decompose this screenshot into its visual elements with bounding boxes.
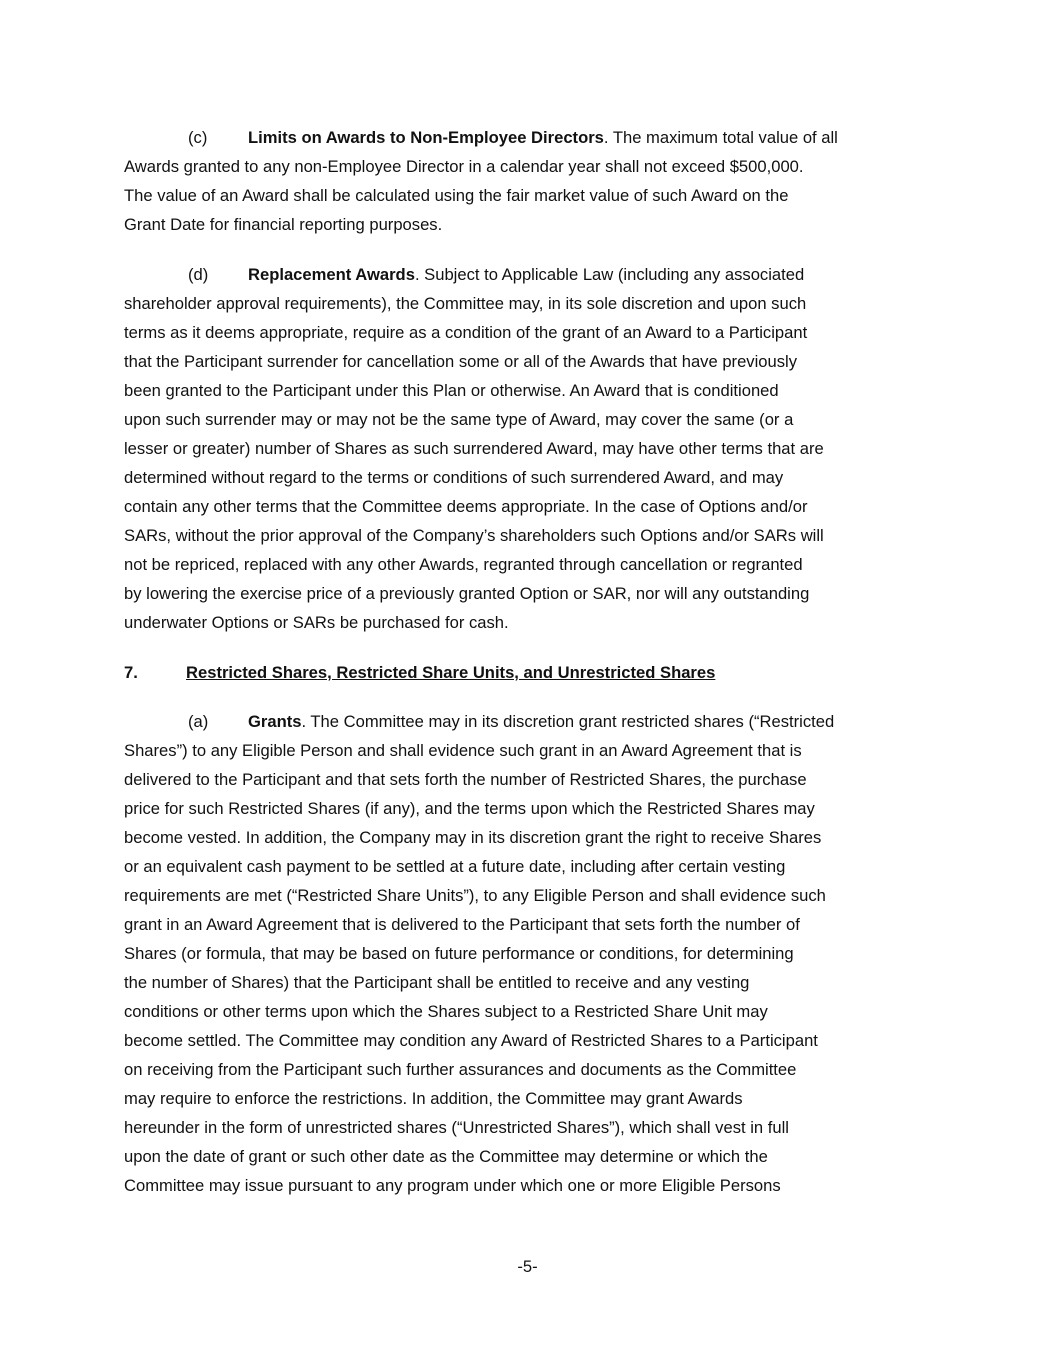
paragraph-text: . Subject to Applicable Law (including any associated [414,265,805,284]
text-line: grant in an Award Agreement that is delivered to the Participant that sets forth the number of [124,915,800,934]
text-line: price for such Restricted Shares (if any), and the terms upon which the Restricted Shares may [124,799,815,818]
paragraph-a [124,707,944,1200]
paragraph-first-line [124,123,944,152]
page-number: -5- [517,1257,538,1276]
text-line: lesser or greater) number of Shares as such surrendered Award, may have other terms that are [124,439,824,458]
paragraph-title: Replacement Awards [248,265,415,284]
text-line: upon such surrender may or may not be the same type of Award, may cover the same (or a [124,410,794,429]
text-line: been granted to the Participant under this Plan or otherwise. An Award that is conditioned [124,381,779,400]
text-line: underwater Options or SARs be purchased for cash. [124,613,509,632]
paragraph-text: . The Committee may in its discretion grant restricted shares (“Restricted [301,712,835,731]
paragraph-label: (a) [188,712,209,731]
text-line: terms as it deems appropriate, require as a condition of the grant of an Award to a Participant [124,323,808,342]
text-line: delivered to the Participant and that sets forth the number of Restricted Shares, the purchase [124,770,807,789]
section-title: Restricted Shares, Restricted Share Units, and Unrestricted Shares [186,663,716,682]
text-line: Shares (or formula, that may be based on future performance or conditions, for determining [124,944,794,963]
text-line: on receiving from the Participant such further assurances and documents as the Committee [124,1060,797,1079]
text-line: Committee may issue pursuant to any program under which one or more Eligible Persons [124,1176,781,1195]
text-line: that the Participant surrender for cancellation some or all of the Awards that have previously [124,352,798,371]
text-line: the number of Shares) that the Participant shall be entitled to receive and any vesting [124,973,750,992]
text-line: become settled. The Committee may condition any Award of Restricted Shares to a Participant [124,1031,818,1050]
paragraph-text: . The maximum total value of all [603,128,838,147]
text-line: not be repriced, replaced with any other Awards, regranted through cancellation or regranted [124,555,803,574]
text-line: shareholder approval requirements), the Committee may, in its sole discretion and upon such [124,294,807,313]
text-line: hereunder in the form of unrestricted shares (“Unrestricted Shares”), which shall vest in full [124,1118,789,1137]
text-line: requirements are met (“Restricted Share Units”), to any Eligible Person and shall evidence such [124,886,826,905]
paragraph-c [124,123,944,239]
section-number: 7. [124,663,138,682]
paragraph-label: (d) [188,265,209,284]
text-line: or an equivalent cash payment to be settled at a future date, including after certain vesting [124,857,786,876]
text-line: conditions or other terms upon which the Shares subject to a Restricted Share Unit may [124,1002,768,1021]
text-line: SARs, without the prior approval of the Company’s shareholders such Options and/or SARs will [124,526,824,545]
text-line: The value of an Award shall be calculated using the fair market value of such Award on the [124,186,789,205]
paragraph-first-line [124,707,944,736]
text-line: Grant Date for financial reporting purposes. [124,215,443,234]
text-line: contain any other terms that the Committee deems appropriate. In the case of Options and/or [124,497,808,516]
text-line: become vested. In addition, the Company may in its discretion grant the right to receive Shares [124,828,822,847]
paragraph-first-line [124,260,944,289]
text-line: may require to enforce the restrictions. In addition, the Committee may grant Awards [124,1089,743,1108]
paragraph-d [124,260,944,637]
text-line: Shares”) to any Eligible Person and shall evidence such grant in an Award Agreement that is [124,741,802,760]
paragraph-title: Limits on Awards to Non-Employee Directors [248,128,604,147]
text-line: upon the date of grant or such other date as the Committee may determine or which the [124,1147,768,1166]
paragraph-title: Grants [248,712,302,731]
text-line: by lowering the exercise price of a previously granted Option or SAR, nor will any outstanding [124,584,810,603]
text-line: determined without regard to the terms or conditions of such surrendered Award, and may [124,468,784,487]
text-line: Awards granted to any non-Employee Director in a calendar year shall not exceed $500,000. [124,157,804,176]
paragraph-label: (c) [188,128,208,147]
